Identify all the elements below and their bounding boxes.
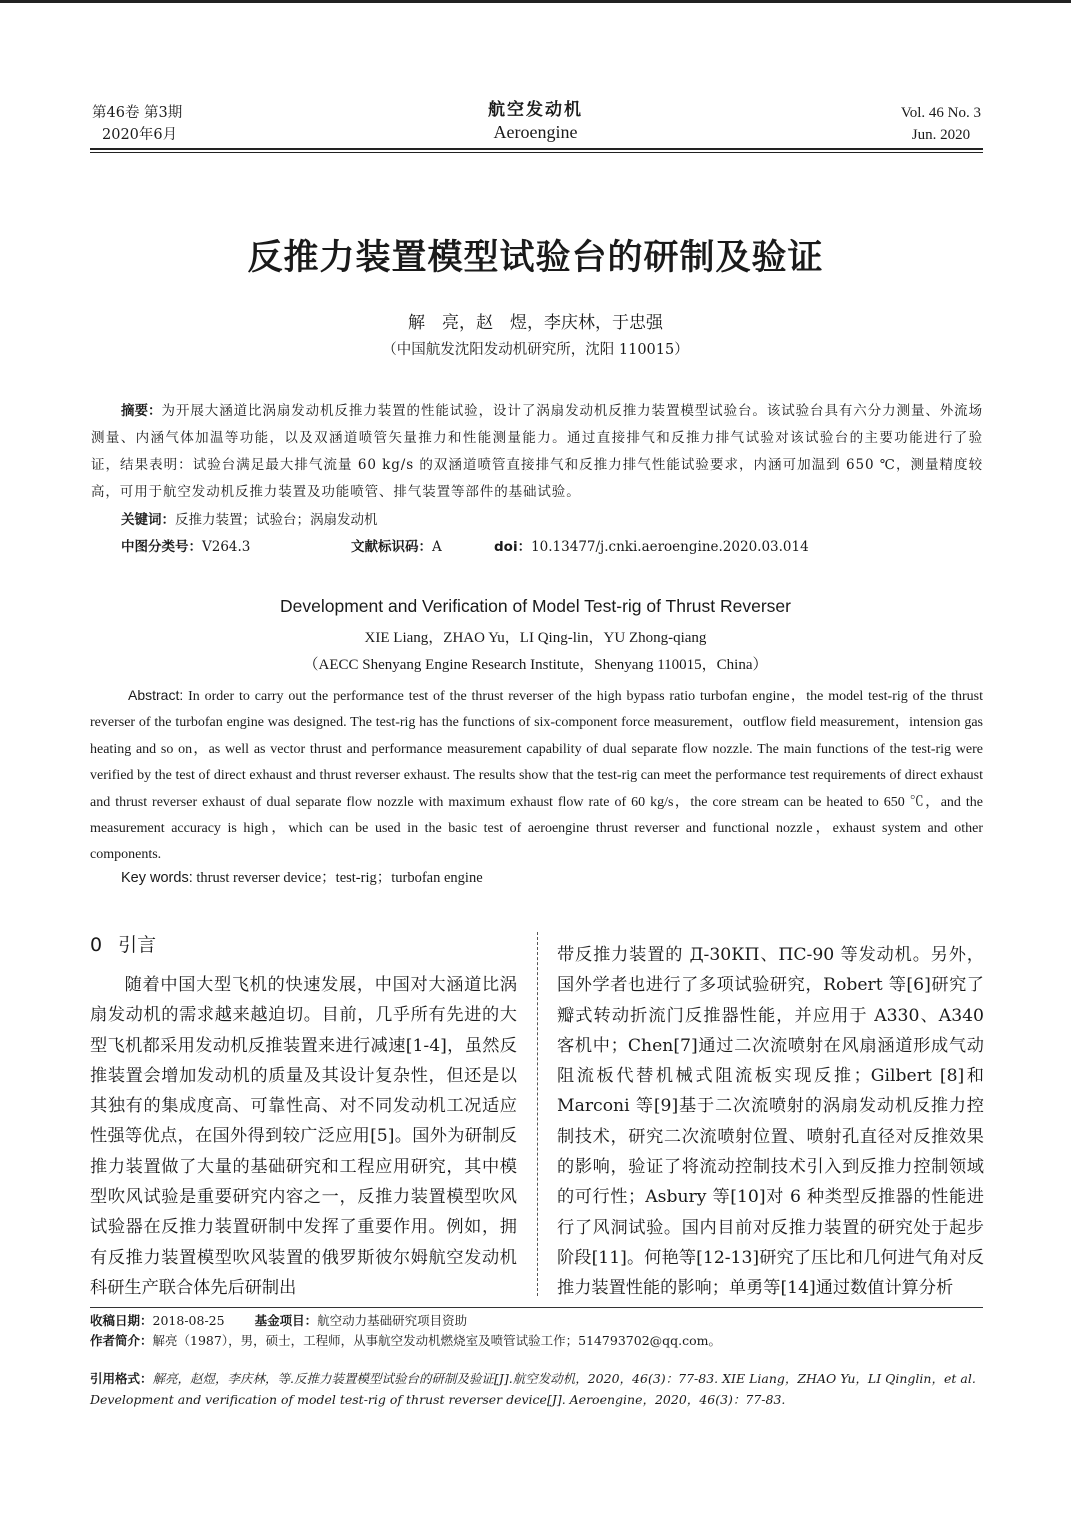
body-right-text: 带反推力装置的 Д-30КП、ПС-90 等发动机。另外，国外学者也进行了多项试验研究，Robert 等[6]研究了瓣式转动折流门反推器性能，并应用于 A330、A340 客机中；Chen[7]通过二次流喷射在风扇涵道形成气动阻流板代替机械式阻流板实现反推；Gilbert [8]和 Marconi 等[9]基于二次流喷射的涡扇发动机反推力控制技术，研究二次流喷射位置、喷射孔直径对反推效果的影响，验证了将流动控制技术引入到反推力控制领域的可行性；Asbury 等[10]对 6 种类型反推器的性能进行了风洞试验。国内目前对反推力装置的研究处于起步阶段[11]。何艳等[12-13]研究了压比和几何进气角对反推力装置性能的影响；单勇等[14]通过数值计算分析 bbox=[557, 945, 984, 1299]
abstract-cn-text: 为开展大涵道比涡扇发动机反推力装置的性能试验，设计了涡扇发动机反推力装置模型试验台。该试验台具有六分力测量、外流场测量、内涵气体加温等功能，以及双涵道喷管矢量推力和性能测量能力。通过直接排气和反推力排气试验对该试验台的主要功能进行了验证，结果表明：试验台满足最大排气流量 60 kg/s 的双涵道喷管直接排气和反推力排气性能试验要求，内涵可加温到 650 ℃，测量精度较高，可用于航空发动机反推力装置及功能喷管、排气装置等部件的基础试验。 bbox=[91, 403, 983, 500]
header-right bbox=[901, 102, 981, 146]
author-bio: 解亮（1987），男，硕士，工程师，从事航空发动机燃烧室及喷管试验工作；514793702@qq.com。 bbox=[152, 1333, 722, 1348]
journal-name-en: Aeroengine bbox=[493, 122, 578, 142]
keywords-en-text: thrust reverser device；test-rig；turbofan engine bbox=[192, 870, 483, 886]
classification-value: V264.3 bbox=[202, 539, 251, 555]
abstract-en-label: Abstract: bbox=[128, 687, 184, 703]
doi-value: 10.13477/j.cnki.aeroengine.2020.03.014 bbox=[531, 539, 809, 555]
classification-label: 中图分类号： bbox=[121, 539, 202, 555]
author-bio-label: 作者简介： bbox=[90, 1333, 153, 1348]
citation-text: 解亮，赵煜，李庆林，等.反推力装置模型试验台的研制及验证[J].航空发动机，2020，46(3)：77-83. XIE Liang，ZHAO Yu，LI Qinglin，et al. Development and verification of model test-rig of thrust reverser device[J]. Aeroengine，2020，46(3)：77-83. bbox=[90, 1371, 976, 1407]
paper-title-cn: 反推力装置模型试验台的研制及验证 bbox=[247, 237, 824, 278]
abstract-cn-label: 摘要： bbox=[121, 403, 162, 419]
affiliation-cn: （中国航发沈阳发动机研究所，沈阳 110015） bbox=[382, 342, 689, 358]
column-divider bbox=[537, 932, 538, 1296]
footnote-author bbox=[90, 1331, 983, 1351]
paper-title-en: Development and Verification of Model Test-rig of Thrust Reverser bbox=[280, 596, 791, 616]
top-border bbox=[0, 0, 1071, 3]
doi-label: doi： bbox=[494, 539, 532, 555]
date-en: Jun. 2020 bbox=[911, 127, 971, 143]
section-title: 引言 bbox=[118, 934, 157, 956]
document-code-label: 文献标识码： bbox=[351, 539, 432, 555]
fund-label: 基金项目： bbox=[254, 1313, 318, 1328]
fund-text: 航空动力基础研究项目资助 bbox=[317, 1313, 468, 1328]
body-column-right bbox=[557, 940, 984, 1304]
body-column-left bbox=[90, 970, 517, 1303]
abstract-en bbox=[90, 682, 983, 869]
journal-name-cn: 航空发动机 bbox=[488, 100, 583, 120]
affiliation-en: （AECC Shenyang Engine Research Institute，Shenyang 110015，China） bbox=[303, 657, 768, 673]
received-date: 2018-08-25 bbox=[152, 1313, 225, 1328]
header-rule bbox=[90, 148, 983, 150]
keywords-cn bbox=[121, 510, 378, 530]
section-heading bbox=[90, 930, 156, 957]
citation-label: 引用格式： bbox=[90, 1371, 153, 1386]
keywords-cn-text: 反推力装置；试验台；涡扇发动机 bbox=[175, 512, 378, 528]
abstract-cn bbox=[91, 398, 983, 506]
keywords-cn-label: 关键词： bbox=[121, 512, 175, 528]
volume-en: Vol. 46 No. 3 bbox=[900, 105, 981, 121]
document-code bbox=[351, 537, 442, 557]
body-left-text: 随着中国大型飞机的快速发展，中国对大涵道比涡扇发动机的需求越来越迫切。目前，几乎所有先进的大型飞机都采用发动机反推装置来进行减速[1-4]，虽然反推装置会增加发动机的质量及其设计复杂性，但还是以其独有的集成度高、可靠性高、对不同发动机工况适应性强等优点，在国外得到较广泛应用[5]。国外为研制反推力装置做了大量的基础研究和工程应用研究，其中模型吹风试验是重要研究内容之一，反推力装置模型吹风试验器在反推力装置研制中发挥了重要作用。例如，拥有反推力装置模型吹风装置的俄罗斯彼尔姆航空发动机科研生产联合体先后研制出 bbox=[90, 975, 517, 1298]
document-code-value: A bbox=[432, 539, 442, 555]
citation bbox=[90, 1368, 983, 1410]
volume-cn: 第46卷 第3期 bbox=[92, 105, 183, 121]
header-rule-thin bbox=[90, 152, 983, 153]
date-cn: 2020年6月 bbox=[102, 127, 178, 143]
abstract-en-text: In order to carry out the performance test of the thrust reverser of the high bypass ratio turbofan engine，the model test-rig of the thrust reverser of the turbofan engine was designed. The test-rig has the functions of six-component force measurement，outflow field measurement，intension gas heating and so on，as well as vector thrust and performance measurement capability of dual separate flow nozzle. The main functions of the test-rig were verified by the test of direct exhaust and thrust reverser exhaust. The results show that the test-rig can meet the performance test requirements of direct exhaust and thrust reverser exhaust of dual separate flow nozzle with maximum exhaust flow rate of 60 kg/s，the core stream can be heated to 650 ℃，and the measurement accuracy is high，which can be used in the basic test of aeroengine thrust reverser and functional nozzle，exhaust system and other components. bbox=[90, 689, 983, 863]
received-label: 收稿日期： bbox=[90, 1313, 153, 1328]
doi bbox=[494, 537, 809, 557]
footnote-rule bbox=[90, 1307, 983, 1308]
section-number: 0 bbox=[90, 934, 103, 956]
authors-cn: 解 亮，赵 煜，李庆林，于忠强 bbox=[408, 313, 663, 333]
keywords-en-label: Key words: bbox=[121, 870, 193, 886]
footnote-received bbox=[90, 1311, 983, 1331]
classification bbox=[121, 537, 250, 557]
keywords-en bbox=[121, 866, 483, 887]
authors-en: XIE Liang，ZHAO Yu，LI Qing-lin，YU Zhong-qiang bbox=[364, 630, 707, 646]
